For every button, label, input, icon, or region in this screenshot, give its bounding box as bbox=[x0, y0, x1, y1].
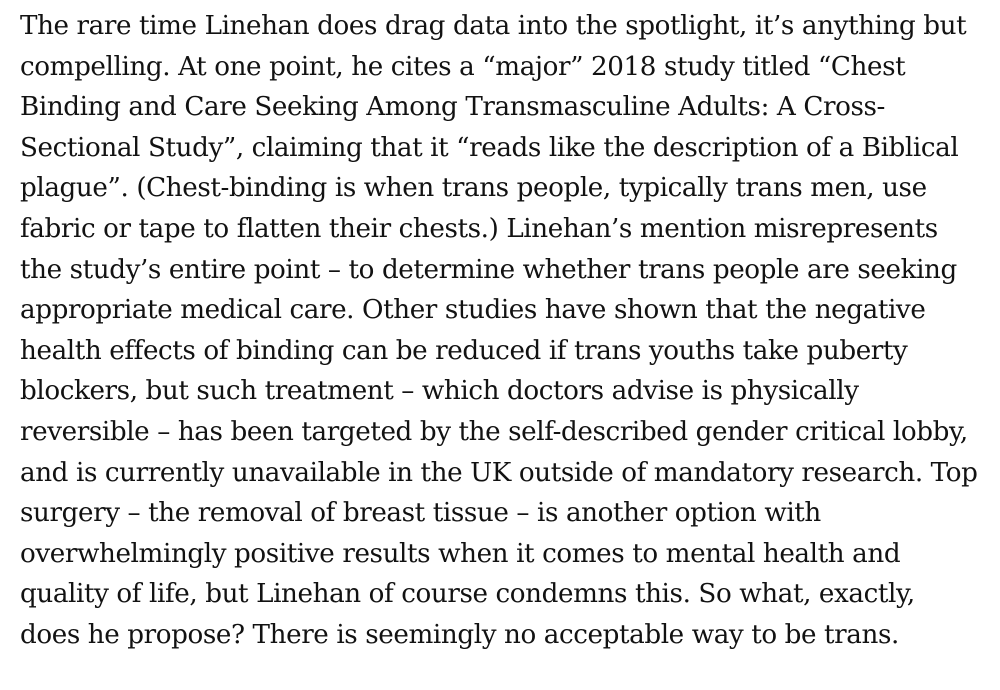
paragraph-line: health effects of binding can be reduced if trans youths take puberty bbox=[20, 335, 908, 366]
paragraph-line: surgery – the removal of breast tissue – is another option with bbox=[20, 498, 821, 529]
paragraph-line: blockers, but such treatment – which doctors advise is physically bbox=[20, 376, 859, 407]
paragraph-line: Binding and Care Seeking Among Transmasculine Adults: A Cross- bbox=[20, 92, 885, 123]
paragraph-line: appropriate medical care. Other studies have shown that the negative bbox=[20, 295, 926, 326]
paragraph-line: and is currently unavailable in the UK outside of mandatory research. Top bbox=[20, 457, 978, 488]
paragraph-line: The rare time Linehan does drag data into the spotlight, it’s anything but bbox=[20, 11, 967, 41]
paragraph-line: the study’s entire point – to determine whether trans people are seeking bbox=[20, 254, 957, 285]
paragraph-line: does he propose? There is seemingly no acceptable way to be trans. bbox=[20, 619, 899, 650]
paragraph-line: plague”. (Chest-binding is when trans people, typically trans men, use bbox=[20, 173, 927, 204]
paragraph-line: compelling. At one point, he cites a “major” 2018 study titled “Chest bbox=[20, 51, 906, 82]
paragraph-line: Sectional Study”, claiming that it “reads like the description of a Biblical bbox=[20, 132, 959, 163]
paragraph-line: quality of life, but Linehan of course condemns this. So what, exactly, bbox=[20, 579, 915, 610]
paragraph-line: fabric or tape to flatten their chests.) Linehan’s mention misrepresents bbox=[20, 213, 938, 244]
paragraph-line: overwhelmingly positive results when it comes to mental health and bbox=[20, 538, 901, 569]
paragraph-line: reversible – has been targeted by the self-described gender critical lobby, bbox=[20, 416, 968, 447]
